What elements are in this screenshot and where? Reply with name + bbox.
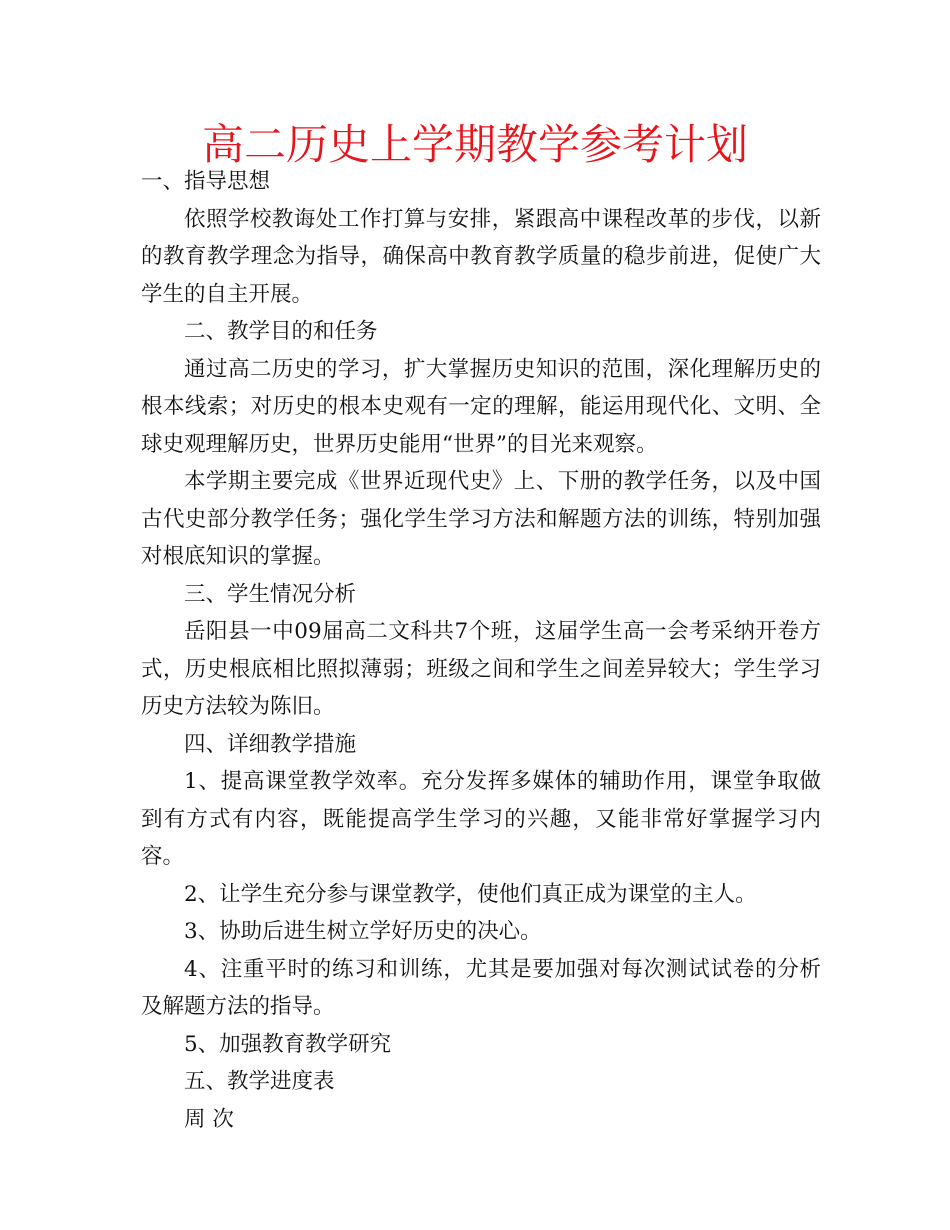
- section-heading-teaching-goals: 二、教学目的和任务: [184, 319, 378, 344]
- measure-item-2: 2、让学生充分参与课堂教学，使他们真正成为课堂的主人。: [184, 881, 757, 907]
- section-heading-teaching-measures: 四、详细教学措施: [184, 731, 357, 757]
- measure-item-1: 1、提高课堂教学效率。充分发挥多媒体的辅助作用，课堂争取做到有方式有内容，既能提高学生学习的兴趣，又能非常好掌握学习内容。: [141, 769, 821, 869]
- paragraph-guiding-ideology: 依照学校教诲处工作打算与安排，紧跟高中课程改革的步伐，以新的教育教学理念为指导，确保高中教育教学质量的稳步前进，促使广大学生的自主开展。: [141, 206, 821, 307]
- section-heading-student-analysis: 三、学生情况分析: [184, 581, 357, 607]
- paragraph-student-analysis: 岳阳县一中09届高二文科共7个班，这届学生高一会考采纳开卷方式，历史根底相比照拟薄弱；班级之间和学生之间差异较大；学生学习历史方法较为陈旧。: [141, 619, 821, 719]
- document-body: [141, 163, 821, 1138]
- measure-item-3: 3、协助后进生树立学好历史的决心。: [184, 919, 542, 944]
- document-title: 高二历史上学期教学参考计划: [201, 120, 748, 169]
- section-heading-guiding-ideology: 一、指导思想: [141, 169, 271, 194]
- measure-item-5: 5、加强教育教学研究: [184, 1031, 392, 1057]
- paragraph-teaching-goals: 通过高二历史的学习，扩大掌握历史知识的范围，深化理解历史的根本线索；对历史的根本史观有一定的理解，能运用现代化、文明、全球史观理解历史，世界历史能用“世界”的目光来观察。: [141, 356, 821, 457]
- section-heading-schedule: 五、教学进度表: [184, 1069, 335, 1094]
- measure-item-4: 4、注重平时的练习和训练，尤其是要加强对每次测试试卷的分析及解题方法的指导。: [141, 956, 821, 1019]
- schedule-week-label: 周 次: [184, 1106, 234, 1132]
- paragraph-semester-tasks: 本学期主要完成《世界近现代史》上、下册的教学任务，以及中国古代史部分教学任务；强化学生学习方法和解题方法的训练，特别加强对根底知识的掌握。: [141, 469, 821, 569]
